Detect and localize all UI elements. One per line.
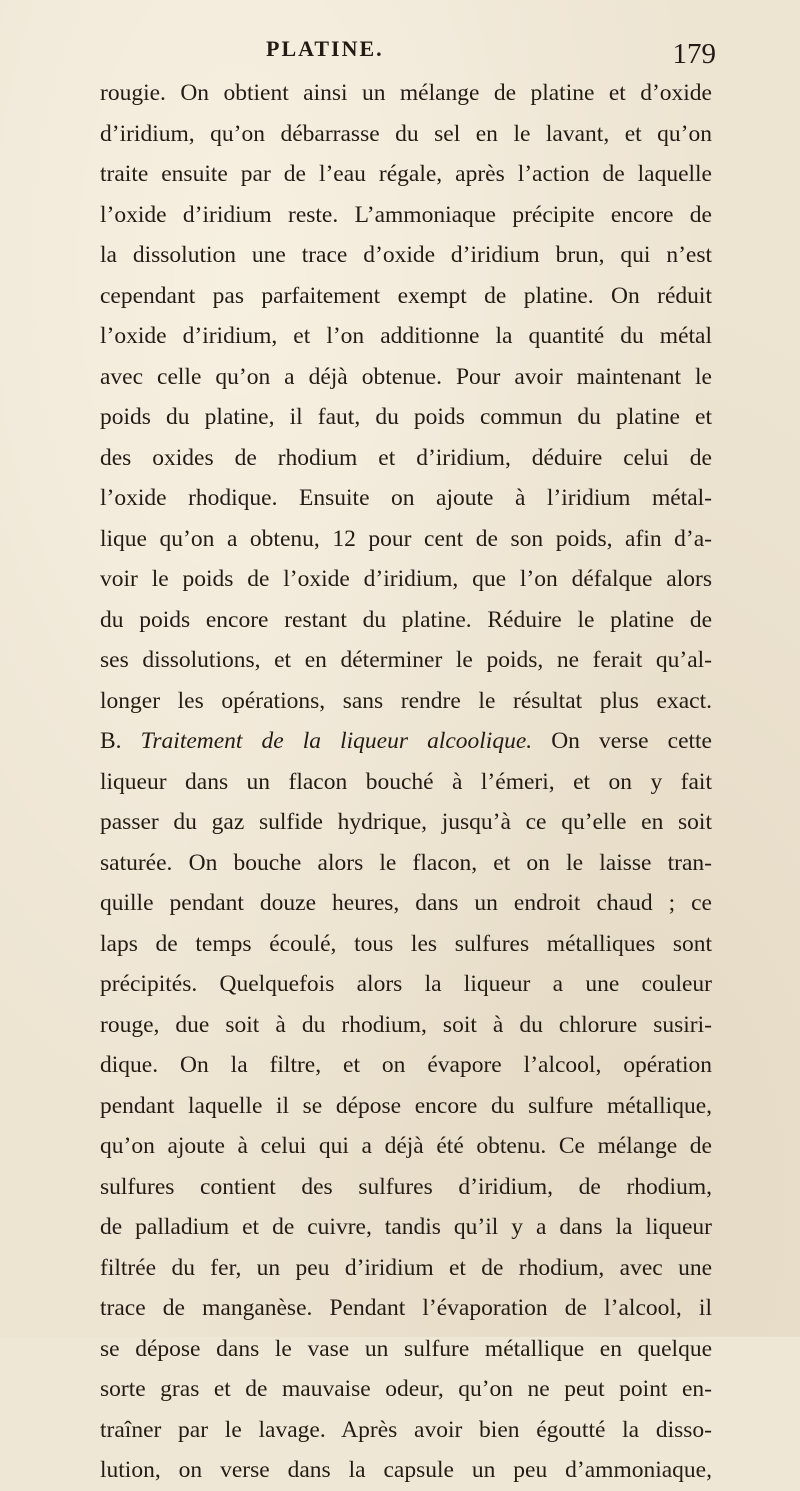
text-line: voir le poids de l’oxide d’iridium, que l’on défalque alors xyxy=(100,566,712,592)
text-line: qu’on ajoute à celui qui a déjà été obtenu. Ce mélange de xyxy=(100,1133,712,1159)
text-line: pendant laquelle il se dépose encore du sulfure métallique, xyxy=(100,1092,712,1119)
body-text xyxy=(100,73,712,1491)
text-line: lique qu’on a obtenu, 12 pour cent de son poids, afin d’a- xyxy=(100,525,712,552)
text-line: poids du platine, il faut, du poids commun du platine et xyxy=(100,404,712,430)
text-line: filtrée du fer, un peu d’iridium et de rhodium, avec une xyxy=(100,1254,712,1281)
text-line: lution, on verse dans la capsule un peu d’ammoniaque, xyxy=(100,1457,712,1483)
text-line: se dépose dans le vase un sulfure métallique en quelque xyxy=(100,1335,712,1362)
text-line: avec celle qu’on a déjà obtenue. Pour avoir maintenant le xyxy=(100,363,712,390)
text-line: laps de temps écoulé, tous les sulfures métalliques sont xyxy=(100,930,712,957)
text-line: quille pendant douze heures, dans un endroit chaud ; ce xyxy=(100,890,712,916)
text-line: dique. On la filtre, et on évapore l’alcool, opération xyxy=(100,1052,712,1078)
text-line: traîner par le lavage. Après avoir bien égoutté la disso- xyxy=(100,1416,712,1443)
text-line: d’iridium, qu’on débarrasse du sel en le lavant, et qu’on xyxy=(100,120,712,147)
section-b-line xyxy=(100,721,712,762)
page-number: 179 xyxy=(672,38,716,70)
running-title: PLATINE. xyxy=(266,36,384,61)
text-line: passer du gaz sulfide hydrique, jusqu’à ce qu’elle en soit xyxy=(100,809,712,835)
text-line: de palladium et de cuivre, tandis qu’il y a dans la liqueur xyxy=(100,1214,712,1240)
section-b-title: Traitement de la liqueur alcoolique. xyxy=(140,728,533,754)
text-line: sulfures contient des sulfures d’iridium, de rhodium, xyxy=(100,1173,712,1200)
text-line: l’oxide d’iridium, et l’on additionne la quantité du métal xyxy=(100,323,712,349)
text-line: l’oxide rhodique. Ensuite on ajoute à l’iridium métal- xyxy=(100,485,712,511)
section-b-lead: B. xyxy=(100,728,141,754)
text-line: cependant pas parfaitement exempt de platine. On réduit xyxy=(100,282,712,309)
text-line: trace de manganèse. Pendant l’évaporation de l’alcool, il xyxy=(100,1295,712,1321)
running-head xyxy=(266,36,716,72)
text-line: liqueur dans un flacon bouché à l’émeri, et on y fait xyxy=(100,768,712,795)
text-line: sorte gras et de mauvaise odeur, qu’on ne peut point en- xyxy=(100,1376,712,1402)
text-line: saturée. On bouche alors le flacon, et on le laisse tran- xyxy=(100,849,712,876)
section-b-tail: On verse cette xyxy=(532,728,712,754)
text-line: l’oxide d’iridium reste. L’ammoniaque précipite encore de xyxy=(100,201,712,228)
text-line: traite ensuite par de l’eau régale, après l’action de laquelle xyxy=(100,161,712,187)
text-line: la dissolution une trace d’oxide d’iridium brun, qui n’est xyxy=(100,242,712,268)
text-line: du poids encore restant du platine. Réduire le platine de xyxy=(100,606,712,633)
text-line: longer les opérations, sans rendre le résultat plus exact. xyxy=(100,687,712,714)
text-line: rouge, due soit à du rhodium, soit à du chlorure susiri- xyxy=(100,1011,712,1038)
text-line: rougie. On obtient ainsi un mélange de platine et d’oxide xyxy=(100,80,712,106)
text-line: des oxides de rhodium et d’iridium, déduire celui de xyxy=(100,444,712,471)
text-line: ses dissolutions, et en déterminer le poids, ne ferait qu’al- xyxy=(100,647,712,673)
text-line: précipités. Quelquefois alors la liqueur a une couleur xyxy=(100,971,712,997)
